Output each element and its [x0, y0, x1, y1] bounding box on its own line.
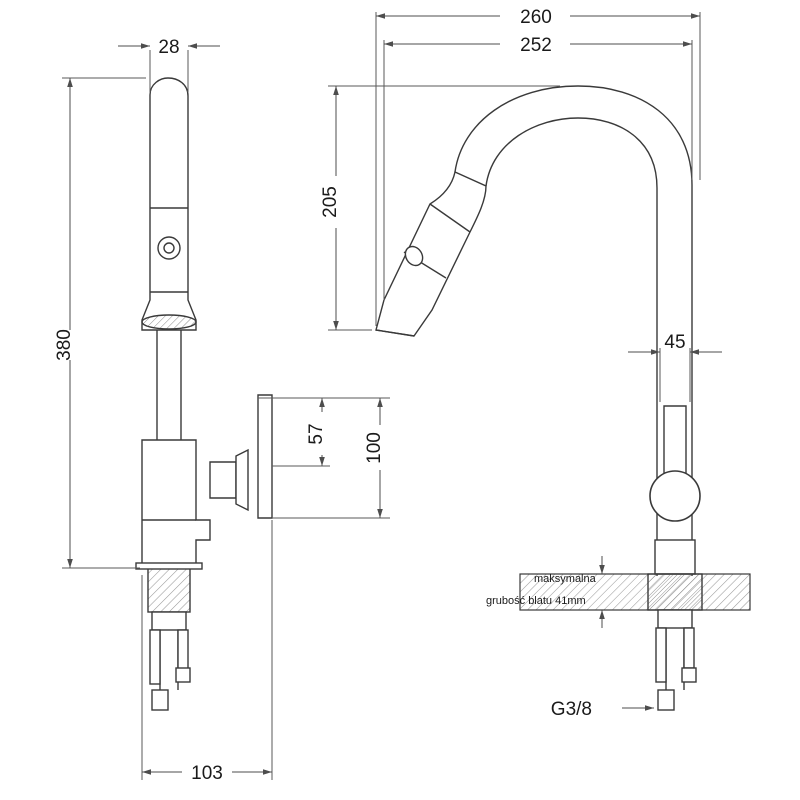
front-view-dimensions	[62, 46, 390, 780]
dimension-labels	[54, 7, 686, 784]
dim-handle-width: 45	[664, 332, 686, 353]
dim-handle-offset: 57	[306, 423, 327, 445]
dim-total-height: 380	[54, 329, 75, 361]
front-view-geometry	[136, 78, 272, 710]
dim-reach-inner: 252	[520, 35, 552, 56]
dim-spout-height: 205	[320, 186, 341, 218]
dim-spout-width: 28	[158, 37, 180, 58]
dim-base-depth: 103	[191, 763, 223, 784]
label-thread-size: G3/8	[550, 699, 592, 720]
dim-handle-span: 100	[364, 432, 385, 464]
dim-reach-outer: 260	[520, 7, 552, 28]
label-worktop-note-line1: maksymalna	[534, 573, 596, 585]
side-view-geometry	[376, 86, 750, 710]
label-worktop-note-line2: grubość blatu 41mm	[486, 595, 586, 607]
